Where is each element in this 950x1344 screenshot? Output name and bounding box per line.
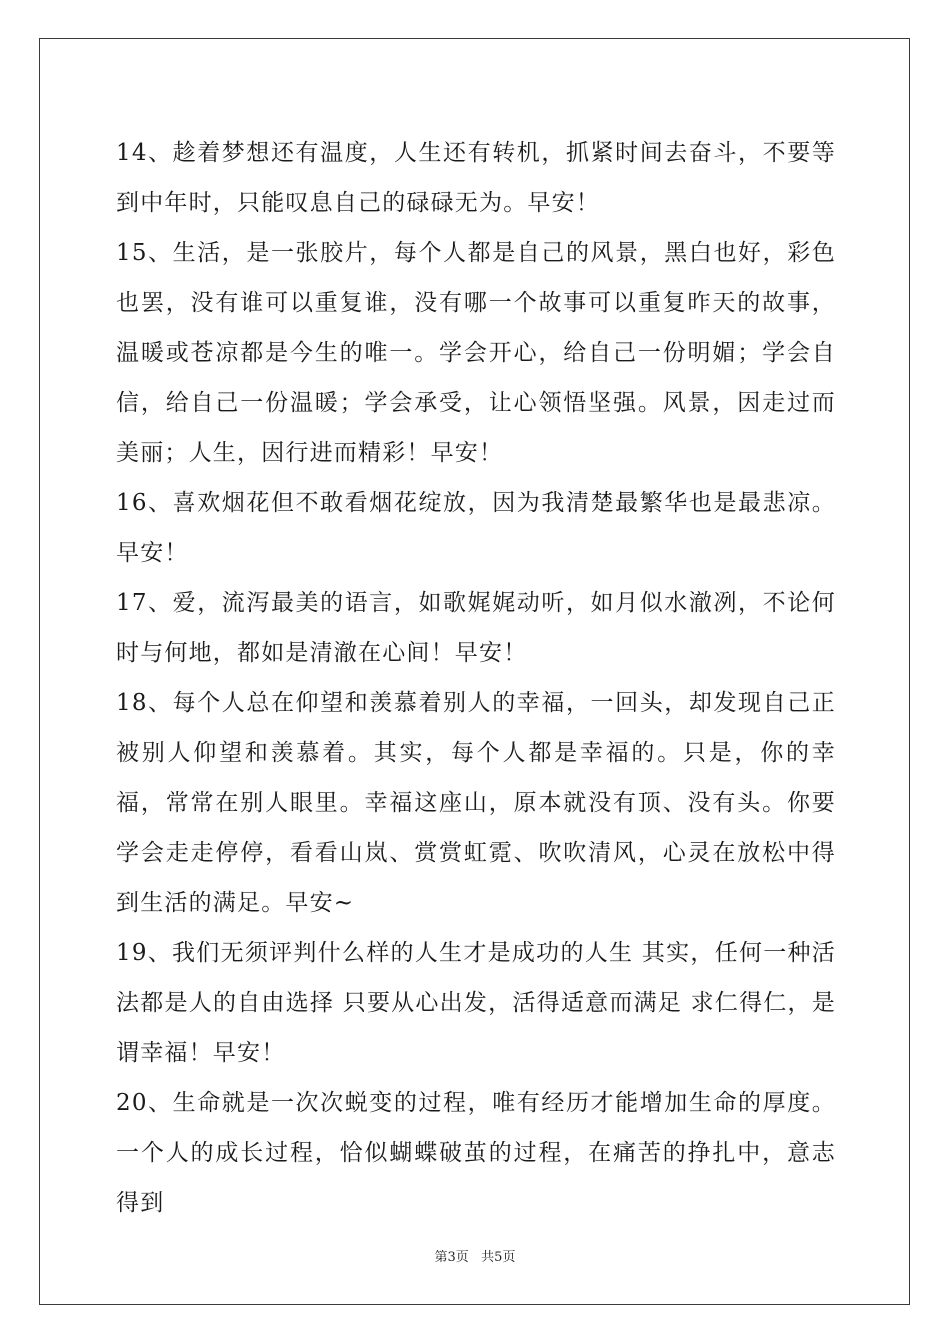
paragraph-17: 17、爱，流泻最美的语言，如歌娓娓动听，如月似水澈冽，不论何时与何地，都如是清澈在心间！早安！ <box>116 590 836 666</box>
document-body <box>116 128 836 1228</box>
paragraph-19: 19、我们无须评判什么样的人生才是成功的人生 其实，任何一种活法都是人的自由选择 只要从心出发，活得适意而满足 求仁得仁，是谓幸福！早安！ <box>116 940 836 1066</box>
paragraph-14: 14、趁着梦想还有温度，人生还有转机，抓紧时间去奋斗，不要等到中年时，只能叹息自己的碌碌无为。早安！ <box>116 140 836 216</box>
paragraph-15: 15、生活，是一张胶片，每个人都是自己的风景，黑白也好，彩色也罢，没有谁可以重复谁，没有哪一个故事可以重复昨天的故事，温暖或苍凉都是今生的唯一。学会开心，给自己一份明媚；学会自信，给自己一份温暖；学会承受，让心领悟坚强。风景，因走过而美丽；人生，因行进而精彩！早安！ <box>116 240 836 466</box>
paragraph-18: 18、每个人总在仰望和羡慕着别人的幸福，一回头，却发现自己正被别人仰望和羡慕着。其实，每个人都是幸福的。只是，你的幸福，常常在别人眼里。幸福这座山，原本就没有顶、没有头。你要学会走走停停，看看山岚、赏赏虹霓、吹吹清风，心灵在放松中得到生活的满足。早安~ <box>116 690 836 916</box>
paragraph-16: 16、喜欢烟花但不敢看烟花绽放，因为我清楚最繁华也是最悲凉。早安！ <box>116 490 836 566</box>
page-footer: 第3页 共5页 <box>434 1250 516 1265</box>
paragraph-20: 20、生命就是一次次蜕变的过程，唯有经历才能增加生命的厚度。一个人的成长过程，恰似蝴蝶破茧的过程，在痛苦的挣扎中，意志得到 <box>116 1090 836 1216</box>
